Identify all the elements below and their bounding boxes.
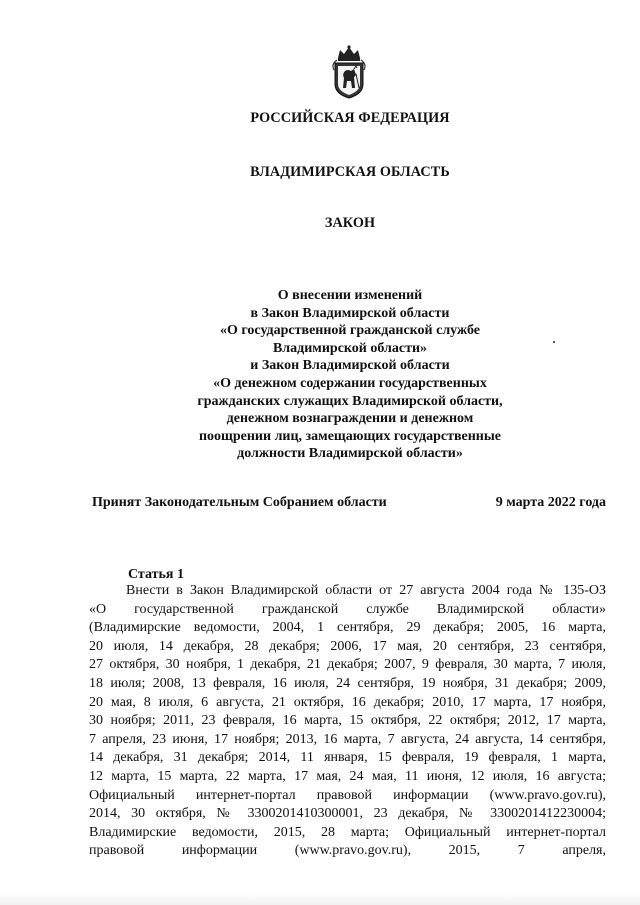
law-title-line: гражданских служащих Владимирской области, <box>197 393 503 409</box>
article-body <box>89 582 606 861</box>
law-title-line: должности Владимирской области» <box>237 446 463 462</box>
article-line: Официальный интернет-портал правовой информации (www.pravo.gov.ru), <box>89 787 606 803</box>
article-heading: Статья 1 <box>128 567 184 582</box>
coat-of-arms-icon <box>326 44 372 100</box>
article-line: 20 июля, 14 декабря, 28 декабря; 2006, 17 мая, 20 сентября, 23 сентября, <box>89 638 606 654</box>
article-line: 7 апреля, 23 июня, 17 ноября; 2013, 16 марта, 7 августа, 24 августа, 14 сентября, <box>89 731 606 747</box>
article-line: Владимирские ведомости, 2015, 28 марта; Официальный интернет-портал <box>89 824 606 840</box>
article-line: Внести в Закон Владимирской области от 27 августа 2004 года № 135-ОЗ <box>126 583 606 598</box>
article-line: 30 ноября; 2011, 23 февраля, 16 марта, 15 октября, 22 октября; 2012, 17 марта, <box>89 713 606 729</box>
law-title-line: О внесении изменений <box>277 288 423 303</box>
region-heading: ВЛАДИМИРСКАЯ ОБЛАСТЬ <box>250 164 450 180</box>
law-title-line: в Закон Владимирской области <box>250 305 450 321</box>
law-title-line: и Закон Владимирской области <box>250 358 450 374</box>
article-line: 2014, 30 октября, № 3300201410300001, 23 декабря, № 3300201412230004; <box>89 806 606 822</box>
law-title-line: «О государственной гражданской службе <box>220 323 480 339</box>
page-bottom-edge <box>0 893 640 905</box>
article-line: «О государственной гражданской службе Владимирской области» <box>89 601 606 617</box>
law-title-line: поощрении лиц, замещающих государственные <box>198 428 502 444</box>
country-heading: РОССИЙСКАЯ ФЕДЕРАЦИЯ <box>250 110 450 126</box>
law-title-line: денежном вознаграждении и денежном <box>226 411 474 427</box>
article-line: 27 октября, 30 ноября, 1 декабря, 21 декабря; 2007, 9 февраля, 30 марта, 7 июля, <box>89 657 606 673</box>
article-line: 14 декабря, 31 декабря; 2014, 11 января, 15 февраля, 19 февраля, 1 марта, <box>89 750 606 766</box>
article-line: 12 марта, 15 марта, 22 марта, 17 мая, 24 мая, 11 июня, 12 июля, 16 августа; <box>89 768 606 784</box>
document-type-heading: ЗАКОН <box>324 215 376 231</box>
article-line: 18 июля; 2008, 13 февраля, 16 июля, 24 сентября, 19 ноября, 31 декабря; 2009, <box>89 675 606 691</box>
law-title-line: «О денежном содержании государственных <box>213 375 487 391</box>
scan-mark <box>553 341 555 343</box>
adoption-label: Принят Законодательным Собранием области <box>92 495 387 510</box>
law-title-line: Владимирской области» <box>272 340 428 356</box>
law-title <box>130 287 570 463</box>
adoption-date: 9 марта 2022 года <box>495 495 606 510</box>
article-line: (Владимирские ведомости, 2004, 1 сентября, 29 декабря; 2005, 16 марта, <box>89 620 606 636</box>
adoption-line <box>92 495 606 511</box>
article-line: 20 мая, 8 июля, 6 августа, 21 октября, 16 декабря; 2010, 17 марта, 17 ноября, <box>89 694 606 710</box>
article-line: правовой информации (www.pravo.gov.ru), 2015, 7 апреля, <box>89 843 606 859</box>
